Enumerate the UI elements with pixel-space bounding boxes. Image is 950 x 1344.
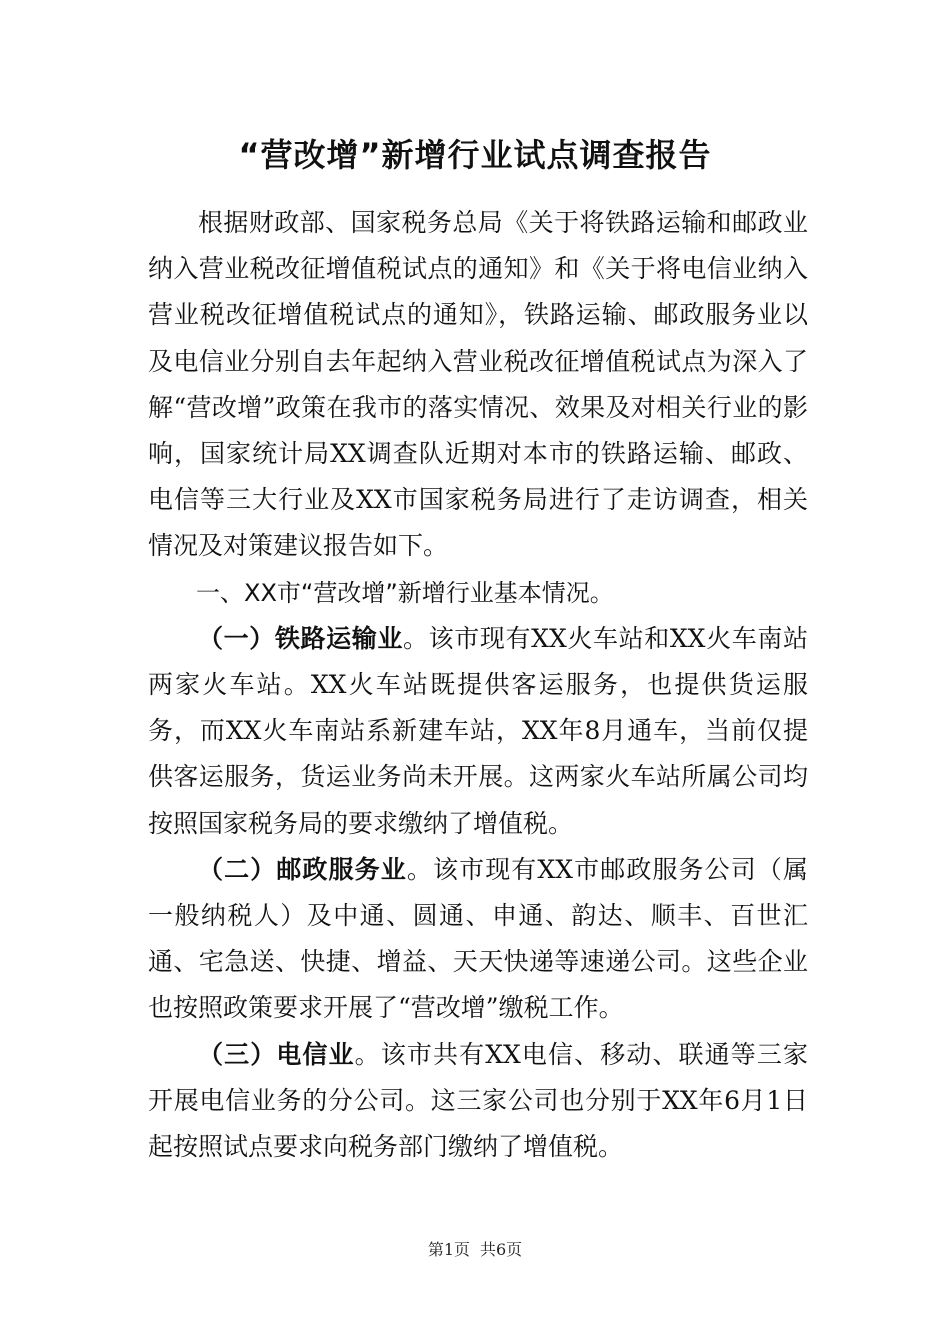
subsection-railway-text: 。该市现有XX火车站和XX火车南站两家火车站。XX火车站既提供客运服务，也提供货运服务，而XX火车南站系新建车站，XX年8月通车，当前仅提供客运服务，货运业务尚未开展。这两家火车站所属公司均按照国家税务局的要求缴纳了增值税。 <box>148 623 808 838</box>
subsection-telecom <box>148 1032 808 1171</box>
subsection-telecom-text: 。该市共有XX电信、移动、联通等三家开展电信业务的分公司。这三家公司也分别于XX年6月1日起按照试点要求向税务部门缴纳了增值税。 <box>148 1039 808 1162</box>
subsection-postal-label: （二）邮政服务业 <box>198 854 407 884</box>
section-heading: 一、XX市“营改增”新增行业基本情况。 <box>196 578 614 607</box>
page-number: 第1页 <box>427 1240 470 1259</box>
intro-paragraph: 根据财政部、国家税务总局《关于将铁路运输和邮政业纳入营业税改征增值税试点的通知》和《关于将电信业纳入营业税改征增值税试点的通知》，铁路运输、邮政服务业以及电信业分别自去年起纳入营业税改征增值税试点为深入了解“营改增”政策在我市的落实情况、效果及对相关行业的影响，国家统计局XX调查队近期对本市的铁路运输、邮政、电信等三大行业及XX市国家税务局进行了走访调查，相关情况及对策建议报告如下。 <box>148 208 808 561</box>
document-body <box>148 200 808 1170</box>
subsection-postal-text: 。该市现有XX市邮政服务公司（属一般纳税人）及中通、圆通、申通、韵达、顺丰、百世汇通、宅急送、快捷、增益、天天快递等速递公司。这些企业也按照政策要求开展了“营改增”缴税工作。 <box>148 854 808 1023</box>
subsection-railway <box>148 616 808 847</box>
subsection-postal <box>148 847 808 1032</box>
page-total: 共6页 <box>480 1240 523 1259</box>
document-title: “营改增”新增行业试点调查报告 <box>238 136 712 174</box>
subsection-railway-label: （一）铁路运输业 <box>198 623 404 653</box>
page-footer <box>0 1238 950 1262</box>
subsection-telecom-label: （三）电信业 <box>198 1039 355 1069</box>
